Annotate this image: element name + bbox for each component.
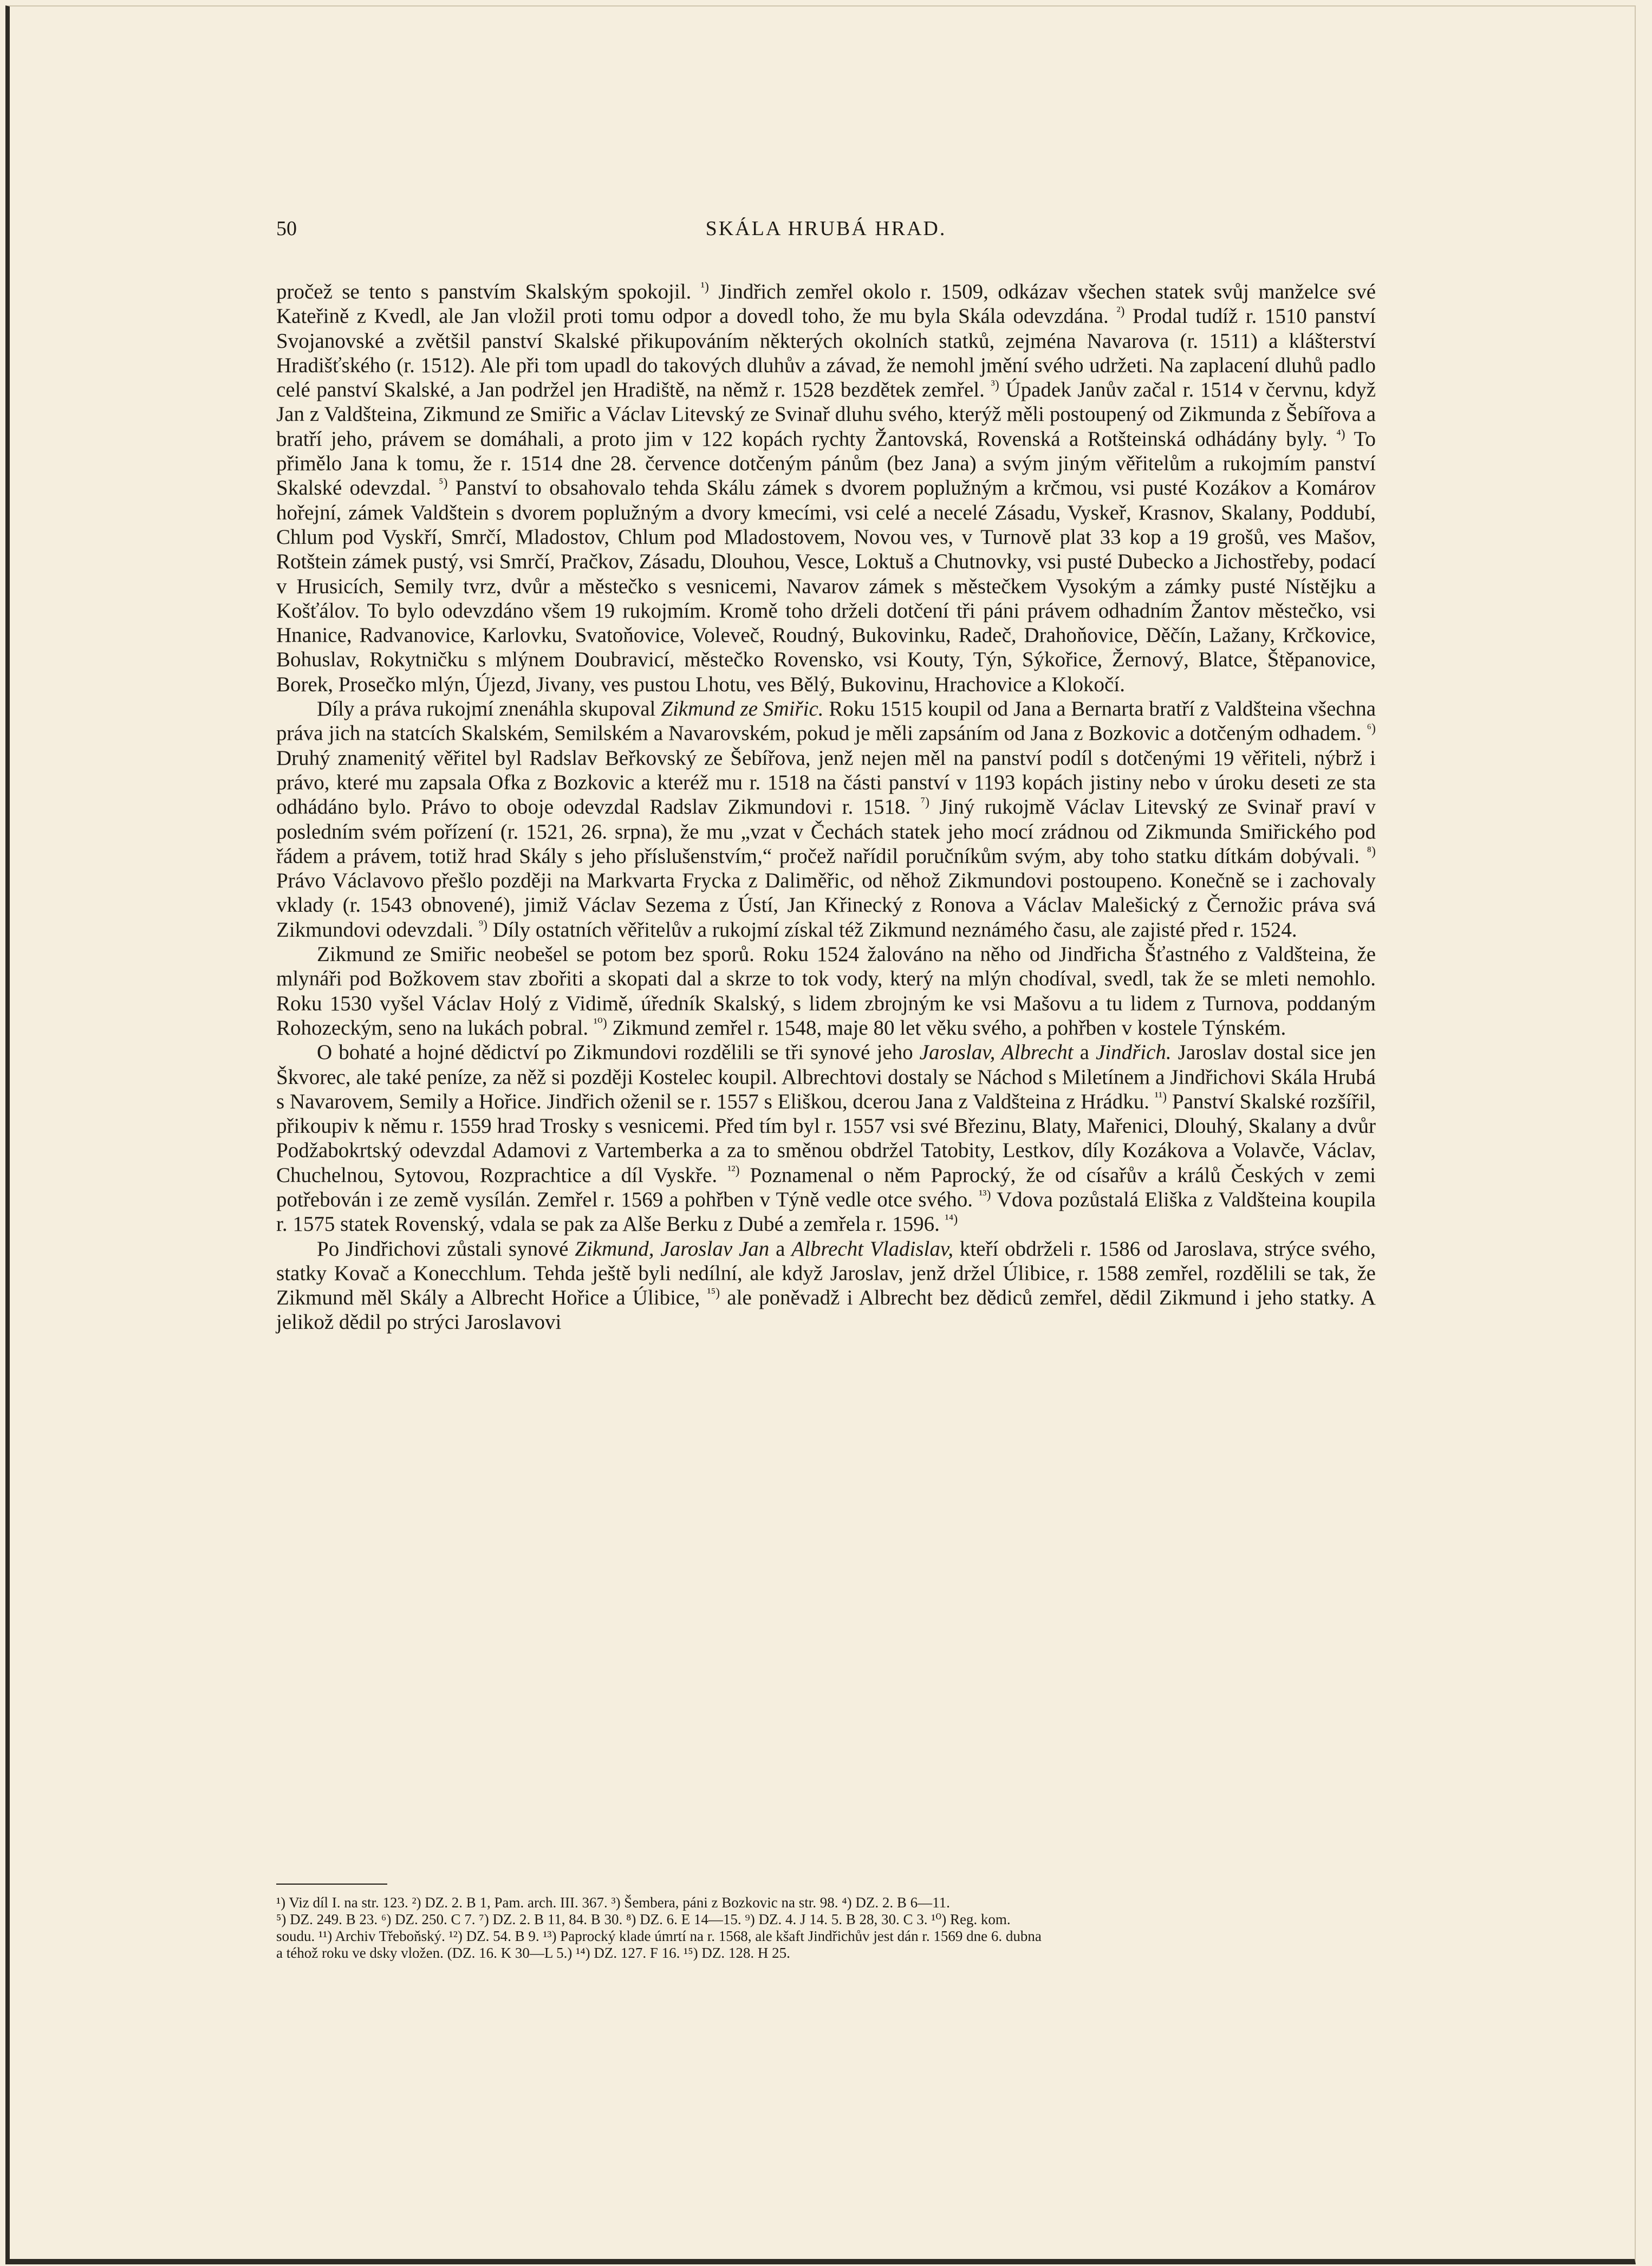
text-run: Právo Václavovo přešlo později na Markvarta Frycka z Daliměřic, od něhož Zikmundovi postoupeno. Konečně se i zachovaly vklady (r. 1543 obnovené), jimiž Václav Sezema z Ústí, Jan Křinecký z Ronova a Václav Malešický z Černožic práva svá Zikmundovi odevzdali.	[276, 869, 1376, 942]
text-run: Poznamenal o něm Paprocký, že od císařův a králů Českých v zemi potřebován i ze země vysílán. Zemřel r. 1569 a pohřben v Týně vedle otce svého.	[276, 1163, 1376, 1211]
italic-name: Zikmund, Jaroslav Jan	[575, 1237, 770, 1261]
text-run: O bohaté a hojné dědictví po Zikmundovi rozdělili se tři synové jeho	[317, 1041, 913, 1064]
footnote-ref-10: ¹⁰)	[593, 1016, 607, 1030]
running-title: SKÁLA HRUBÁ HRAD.	[705, 217, 947, 240]
footnote-line: ¹) Viz díl I. na str. 123. ²) DZ. 2. B 1, Pam. arch. III. 367. ³) Šembera, páni z Bozkovic na str. 98. ⁴) DZ. 2. B 6—11.	[276, 1894, 950, 1911]
text-run: Díly ostatních věřitelův a rukojmí získal též Zikmund neznámého času, ale zajisté před r. 1524.	[492, 918, 1297, 942]
text-run: Po Jindřichovi zůstali synové	[317, 1237, 569, 1261]
body-text	[276, 280, 1376, 1335]
paragraph-2	[276, 697, 1376, 942]
text-run: Díly a práva rukojmí znenáhla skupoval	[317, 697, 656, 721]
text-run: Druhý znamenitý věřitel byl Radslav Beřkovský ze Šebířova, jenž nejen měl na panství podíl s dotčenými 19 věřiteli, nýbrž i právo, které mu zapsala Ofka z Bozkovic a kteréž mu r. 1518 na části panství v 1193 kopách jistiny nebo v úroku deseti ze sta odhádáno bylo. Právo to oboje odevzdal Radslav Zikmundovi r. 1518.	[276, 746, 1376, 819]
paragraph-5	[276, 1237, 1376, 1335]
footnote-ref-4: ⁴)	[1336, 427, 1345, 441]
footnote-rule	[276, 1884, 387, 1885]
text-run: Úpadek Janův začal r. 1514 v červnu, když Jan z Valdšteina, Zikmund ze Smiřic a Václav Litevský ze Svinař dluhu svého, kterýž měli postoupený od Zikmunda z Šebířova a bratří jeho, právem se domáhali, a proto jim v 122 kopách rychty Žantovská, Rovenská a Rotšteinská odhádány byly.	[276, 378, 1376, 451]
footnote-ref-8: ⁸)	[1367, 844, 1376, 859]
footnote-line: soudu. ¹¹) Archiv Třeboňský. ¹²) DZ. 54. B 9. ¹³) Paprocký klade úmrtí na r. 1568, ale kšaft Jindřichův jest dán r. 1569 dne 6. dubna	[276, 1928, 1042, 1944]
text-run: Roku 1515 koupil od Jana a Bernarta bratří z Valdšteina všechna práva jich na statcích Skalském, Semilském a Navarovském, pokud je měli zapsáním od Jana z Bozkovic a dotčeným odhadem.	[276, 697, 1376, 745]
text-run: a	[1079, 1041, 1089, 1064]
footnote-ref-6: ⁶)	[1367, 722, 1376, 736]
footnote-ref-12: ¹²)	[727, 1163, 740, 1178]
text-run: Prodal tudíž r. 1510 panství Svojanovské a zvětšil panství Skalské přikupováním některých okolních statků, zejména Navarova (r. 1511) a klášterství Hradišťského (r. 1512). Ale při tom upadl do takových dluhův a závad, že nemohl jmění svého udržeti. Na zaplacení dluhů padlo celé panství Skalské, a Jan podržel jen Hradiště, na němž r. 1528 bezdětek zemřel.	[276, 304, 1376, 402]
text-run: Jiný rukojmě Václav Litevský ze Svinař praví v posledním svém pořízení (r. 1521, 26. srpna), že mu „vzat v Čechách statek jeho mocí zrádnou od Zikmunda Smiřického pod řádem a právem, totiž hrad Skály s jeho příslušenstvím,“ pročež nařídil poručníkům svým, aby toho statku dítkám dobývali.	[276, 795, 1376, 868]
footnote-ref-3: ³)	[991, 378, 999, 393]
text-run: Vdova pozůstalá Eliška z Valdšteina koupila r. 1575 statek Rovenský, vdala se pak za Alše Berku z Dubé a zemřela r. 1596.	[276, 1187, 1376, 1236]
footnote-ref-5: ⁵)	[439, 476, 448, 491]
text-run: To přimělo Jana k tomu, že r. 1514 dne 28. července dotčeným pánům (bez Jana) a svým jiným věřitelům a rukojmím panství Skalské odevzdal.	[276, 427, 1376, 500]
footnote-ref-11: ¹¹)	[1154, 1089, 1167, 1104]
text-run: Jaroslav dostal sice jen Škvorec, ale také peníze, za něž si později Kostelec koupil. Albrechtovi dostaly se Náchod s Miletínem a Jindřichovi Skála Hrubá s Navarovem, Semily a Hořice. Jindřich oženil se r. 1557 s Eliškou, dcerou Jana z Valdšteina z Hrádku.	[276, 1041, 1376, 1113]
footnote-ref-7: ⁷)	[920, 795, 930, 810]
paragraph-4	[276, 1040, 1376, 1236]
italic-name: Jaroslav, Albrecht	[919, 1041, 1074, 1064]
italic-name: Zikmund ze Smiřic.	[661, 697, 824, 721]
italic-name: Jindřich.	[1095, 1041, 1172, 1064]
text-run: Zikmund ze Smiřic neobešel se potom bez sporů. Roku 1524 žalováno na něho od Jindřicha Šťastného z Valdšteina, že mlynáři pod Božkovem stav zbořiti a skopati dal a skrze to tok vody, který na mlýn chodíval, svedl, tak že se mleti nemohlo. Roku 1530 vyšel Václav Holý z Vidimě, úředník Skalský, s lidem zbrojným ke vsi Mašovu a tu lidem z Turnova, poddaným Rohozeckým, seno na lukách pobral.	[276, 943, 1376, 1040]
text-run: pročež se tento s panstvím Skalským spokojil.	[276, 280, 692, 303]
footnote-ref-2: ²)	[1116, 304, 1125, 319]
text-run: Panství to obsahovalo tehda Skálu zámek s dvorem poplužným a krčmou, vsi pusté Kozákov a Komárov hořejní, zámek Valdštein s dvorem poplužným a dvory kmecími, vsi celé a necelé Zásadu, Vyskeř, Krasnov, Skalany, Poddubí, Chlum pod Vyskří, Smrčí, Mladostov, Chlum pod Mladostovem, Novou ves, v Turnově plat 33 kop a 19 grošů, ves Mašov, Rotštein zámek pustý, vsi Smrčí, Pračkov, Zásadu, Dlouhou, Vesce, Loktuš a Chutnovky, vsi pusté Dubecko a Jichostřeby, podací v Hrusicích, Semily tvrz, dvůr a městečko s vesnicemi, Navarov zámek s městečkem Vysokým a zámky pusté Nístějku a Košťálov. To bylo odevzdáno všem 19 rukojmím. Kromě toho drželi dotčení tři páni právem odhadním Žantov městečko, vsi Hnanice, Radvanovice, Karlovku, Svatoňovice, Voleveč, Roudný, Bukovinku, Radeč, Drahoňovice, Děčín, Lažany, Krčkovice, Bohuslav, Rokytničku s mlýnem Doubravicí, městečko Rovensko, vsi Kouty, Týn, Sýkořice, Žernový, Blatce, Štěpanovice, Borek, Prosečko mlýn, Újezd, Jivany, ves pustou Lhotu, ves Bělý, Bukovinu, Hrachovice a Klokočí.	[276, 476, 1376, 696]
footnote-ref-1: ¹)	[700, 280, 709, 294]
footnotes	[276, 1894, 1376, 1962]
text-run: a	[776, 1237, 785, 1261]
italic-name: Albrecht Vladislav,	[791, 1237, 954, 1261]
paragraph-3	[276, 942, 1376, 1040]
footnote-ref-9: ⁹)	[478, 918, 488, 932]
text-run: Panství Skalské rozšířil, přikoupiv k němu r. 1559 hrad Trosky s vesnicemi. Před tím byl r. 1557 vsi své Březinu, Blaty, Mařenici, Dlouhý, Skalany a dvůr Podžabokrtský odevzdal Adamovi z Vartemberka a za to směnou obdržel Tatobity, Lestkov, díly Kozákova a Volavče, Václav, Chuchelnou, Sytovou, Rozprachtice a díl Vyskře.	[276, 1089, 1376, 1187]
footnote-ref-13: ¹³)	[979, 1187, 991, 1202]
text-run: Jindřich zemřel okolo r. 1509, odkázav všechen statek svůj manželce své Kateřině z Kvedl, ale Jan vložil proti tomu odpor a dovedl toho, že mu byla Skála odevzdána.	[276, 280, 1376, 328]
footnote-ref-15: ¹⁵)	[707, 1286, 720, 1301]
footnote-ref-14: ¹⁴)	[945, 1212, 958, 1227]
page-number: 50	[276, 217, 297, 240]
footnote-line: ⁵) DZ. 249. B 23. ⁶) DZ. 250. C 7. ⁷) DZ. 2. B 11, 84. B 30. ⁸) DZ. 6. E 14—15. ⁹) DZ. 4. J 14. 5. B 28, 30. C 3. ¹⁰) Reg. kom.	[276, 1911, 1011, 1927]
paragraph-1	[276, 280, 1376, 697]
text-run: ale poněvadž i Albrecht bez dědiců zemřel, dědil Zikmund i jeho statky. A jelikož dědil po strýci Jaroslavovi	[276, 1286, 1376, 1334]
page-header	[276, 217, 1376, 249]
footnote-line: a téhož roku ve dsky vložen. (DZ. 16. K 30—L 5.) ¹⁴) DZ. 127. F 16. ¹⁵) DZ. 128. H 25.	[276, 1945, 790, 1961]
text-run: Zikmund zemřel r. 1548, maje 80 let věku svého, a pohřben v kostele Týnském.	[612, 1016, 1286, 1040]
text-run: kteří obdrželi r. 1586 od Jaroslava, strýce svého, statky Kovač a Konecchlum. Tehda ještě byli nedílní, ale když Jaroslav, jenž držel Úlibice, r. 1588 zemřel, rozdělili se tak, že Zikmund měl Skály a Albrecht Hořice a Úlibice,	[276, 1237, 1376, 1310]
